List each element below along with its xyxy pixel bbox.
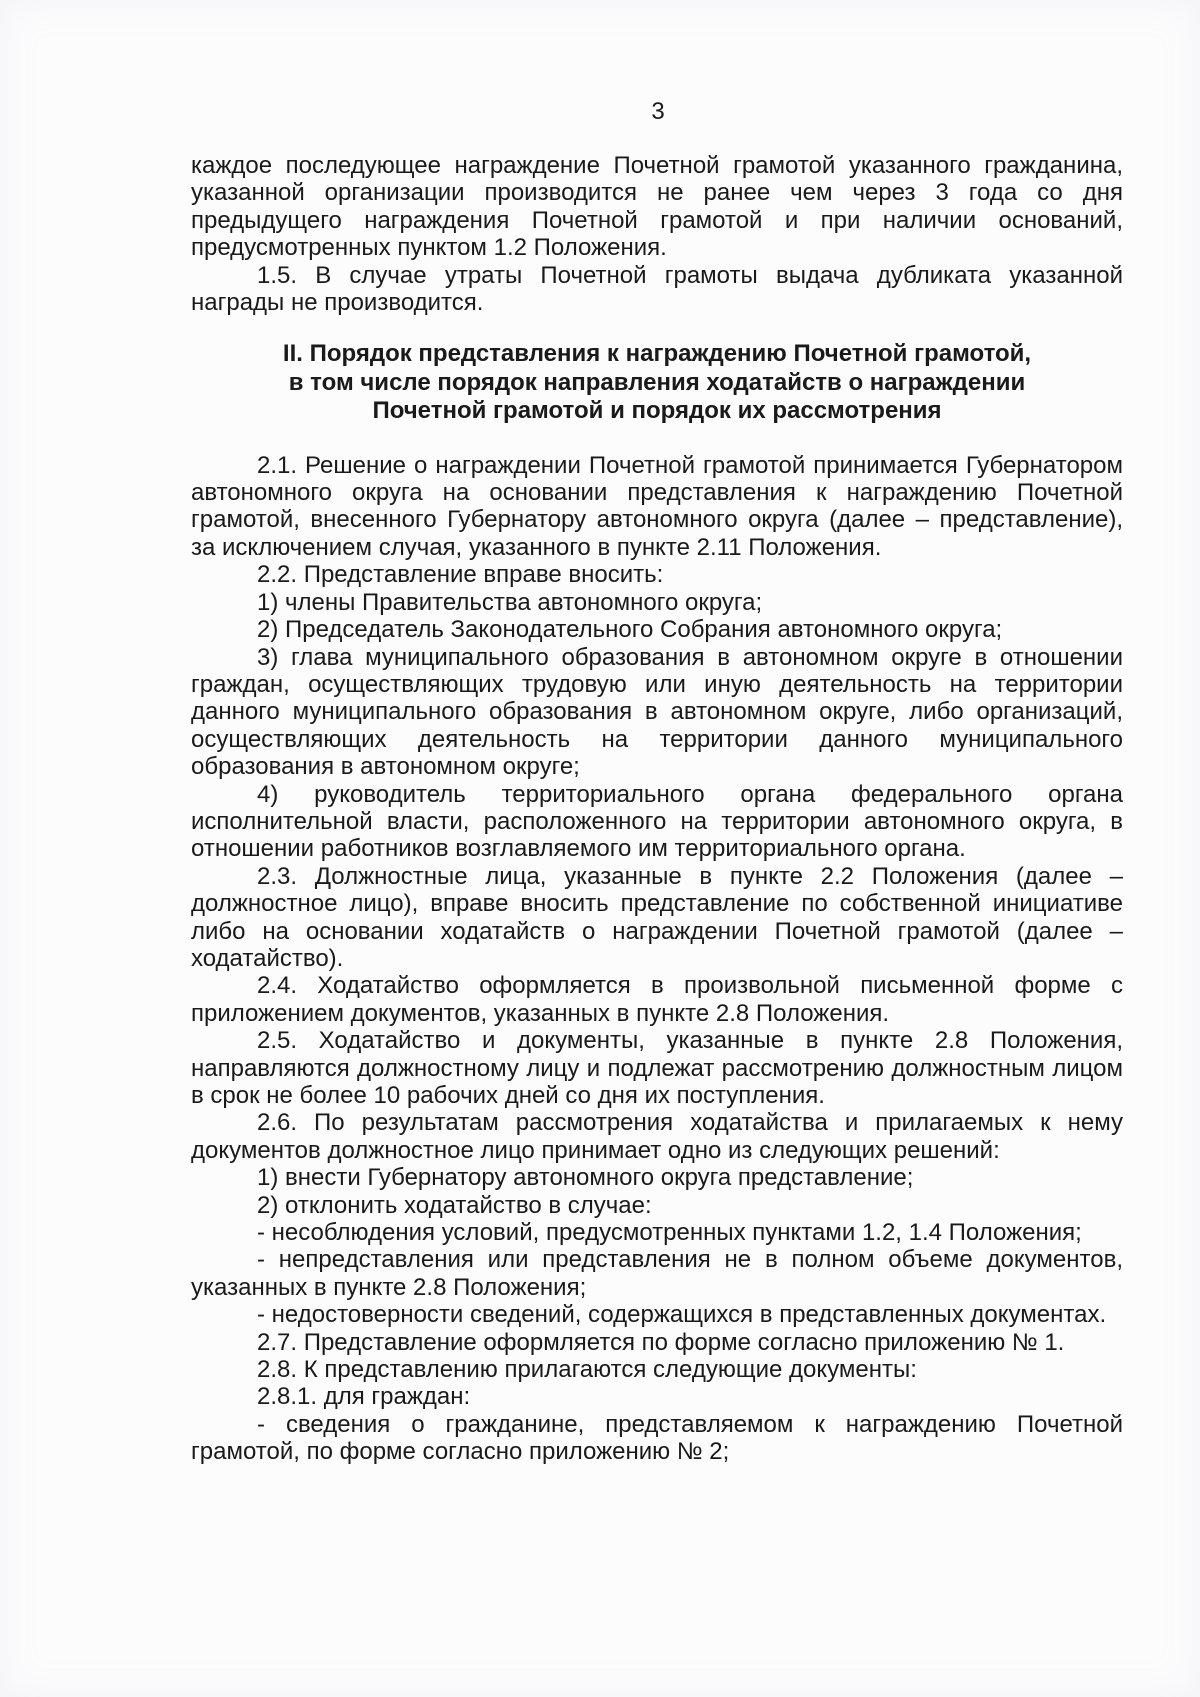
list-item-2-6-1: 1) внести Губернатору автономного округа представление; [257,1164,914,1192]
paragraph-2-7: 2.7. Представление оформляется по форме согласно приложению № 1. [257,1328,1065,1356]
section-heading-line-2: в том числе порядок направления ходатайств о награждении [288,368,1026,396]
paragraph-2-8-1: 2.8.1. для граждан: [257,1383,471,1411]
page-number: 3 [651,98,665,125]
list-item-2-6-2: 2) отклонить ходатайство в случае: [257,1191,652,1219]
paragraph-2-4: 2.4. Ходатайство оформляется в произвольной письменной форме с приложением документов, указанных в пункте 2.8 Положения. [191,972,1123,1027]
list-item-2-2-2: 2) Председатель Законодательного Собрания автономного округа; [257,616,1003,644]
document-body [191,152,1123,1466]
list-item-2-2-1: 1) члены Правительства автономного округа; [257,588,763,616]
dash-item-citizen-info: - сведения о гражданине, представляемом к награждению Почетной грамотой, по форме согласно приложению № 2; [191,1410,1123,1466]
dash-item-unreliable-info: - недостоверности сведений, содержащихся в представленных документах. [257,1301,1107,1329]
paragraph-continuation: каждое последующее награждение Почетной грамотой указанного гражданина, указанной организации производится не ранее чем через 3 года со дня предыдущего награждения Почетной грамотой и при наличии оснований, предусмотренных пунктом 1.2 Положения. [191,152,1123,262]
paragraph-2-2: 2.2. Представление вправе вносить: [257,561,664,589]
paragraph-1-5: 1.5. В случае утраты Почетной грамоты выдача дубликата указанной награды не производится. [191,261,1123,317]
dash-item-nonconformity: - несоблюдения условий, предусмотренных пунктами 1.2, 1.4 Положения; [257,1219,1082,1247]
paragraph-2-3: 2.3. Должностные лица, указанные в пункте 2.2 Положения (далее – должностное лицо), вправе вносить представление по собственной инициативе либо на основании ходатайств о награждении Почетной грамотой (далее – ходатайство). [191,862,1123,972]
section-heading [191,340,1123,425]
paragraph-2-5: 2.5. Ходатайство и документы, указанные в пункте 2.8 Положения, направляются должностному лицу и подлежат рассмотрению должностным лицом в срок не более 10 рабочих дней со дня их поступления. [191,1027,1123,1109]
section-heading-line-3: Почетной грамотой и порядок их рассмотрения [372,397,942,425]
section-heading-line-1: II. Порядок представления к награждению Почетной грамотой, [282,340,1032,368]
list-item-2-2-3: 3) глава муниципального образования в автономном округе в отношении граждан, осуществляющих трудовую или иную деятельность на территории данного муниципального образования в автономном округе, либо организаций, осуществляющих деятельность на территории данного муниципального образования в автономном округе; [191,643,1123,781]
paragraph-2-6: 2.6. По результатам рассмотрения ходатайства и прилагаемых к нему документов должностное лицо принимает одно из следующих решений: [191,1109,1123,1164]
paragraph-2-1: 2.1. Решение о награждении Почетной грамотой принимается Губернатором автономного округа на основании представления к награждению Почетной грамотой, внесенного Губернатору автономного округа (далее – представление), за исключением случая, указанного в пункте 2.11 Положения. [191,451,1123,561]
dash-item-incomplete-docs: - непредставления или представления не в полном объеме документов, указанных в пункте 2.8 Положения; [191,1246,1123,1301]
paragraph-2-8: 2.8. К представлению прилагаются следующие документы: [257,1356,917,1384]
list-item-2-2-4: 4) руководитель территориального органа федерального органа исполнительной власти, расположенного на территории автономного округа, в отношении работников возглавляемого им территориального органа. [191,780,1123,863]
